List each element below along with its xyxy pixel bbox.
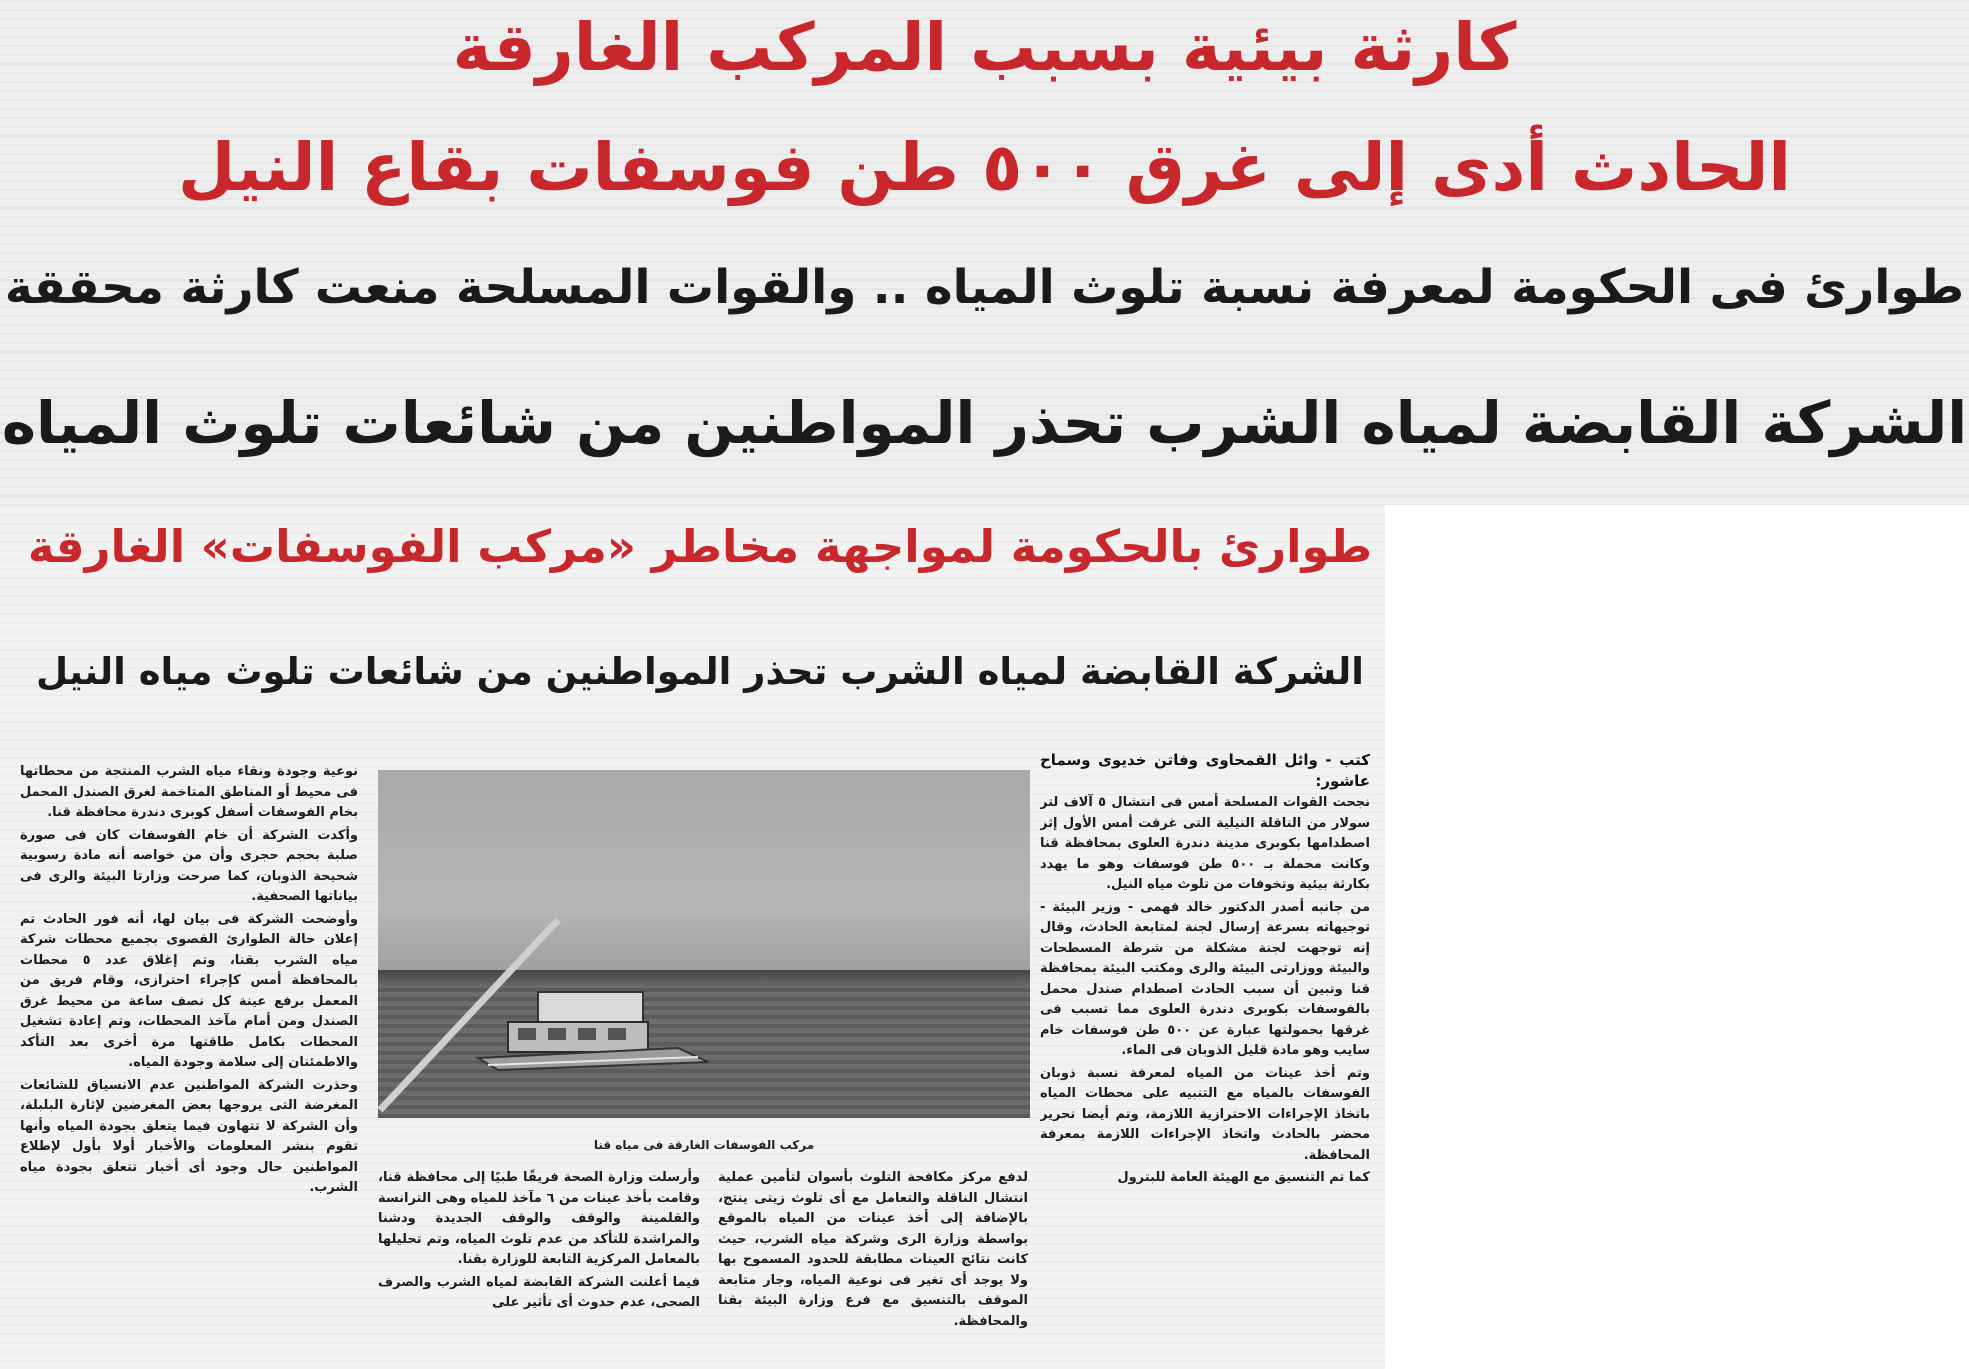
paragraph: وأكدت الشركة أن خام الفوسفات كان فى صورة صلبة بحجم حجرى وأن من خواصه أنه مادة رسوبية شحيحة الذوبان، كما صرحت وزارتا البيئة والرى فى بياناتها الصحفية. [20, 827, 358, 904]
article-column-left [20, 762, 358, 1362]
sunken-barge-illustration [378, 770, 1030, 1118]
article-column-middle-left [378, 1168, 700, 1362]
sunken-barge-photo [378, 770, 1030, 1118]
paragraph: كما تم التنسيق مع الهيئة العامة للبترول [1117, 1170, 1370, 1185]
headline-holding-company: الشركة القابضة لمياه الشرب تحذر المواطنين من شائعات تلوث المياه [1, 389, 1968, 457]
paragraph: وحذرت الشركة المواطنين عدم الانسياق للشائعات المغرضة التى يروجها بعض المغرضين لإثارة البلبلة، وأن الشركة لا تتهاون فيما يتعلق بجودة المياه وأنها تقوم بنشر المعلومات والأخبار أولا بأول لإطلاع المواطنين حال وجود أى أخبار تتعلق بجودة مياه الشرب. [20, 1077, 358, 1195]
article-column-right [1040, 750, 1370, 1362]
article-subheadline: الشركة القابضة لمياه الشرب تحذر المواطنين من شائعات تلوث مياه النيل [36, 650, 1364, 693]
headline-main: كارثة بيئية بسبب المركب الغارقة [452, 9, 1517, 86]
article-headline: طوارئ بالحكومة لمواجهة مخاطر «مركب الفوسفات» الغارقة [27, 520, 1373, 573]
paragraph: نجحت القوات المسلحة أمس فى انتشال ٥ آلاف لتر سولار من الناقلة النيلية التى غرقت أمس الأول إثر اصطدامها بكوبرى مدينة دندرة العلوى بمحافظة قنا وكانت محملة بـ ٥٠٠ طن فوسفات وهو ما يهدد بكارثة بيئية وتخوفات من تلوث مياه النيل. [1040, 795, 1370, 892]
paragraph: لدفع مركز مكافحة التلوث بأسوان لتأمين عملية انتشال الناقلة والتعامل مع أى تلوث زيتى ينتج، بالإضافة إلى أخذ عينات من المياه بالموقع بواسطة وزارة الرى وشركة مياه الشرب، حيث كانت نتائج العينات مطابقة للحدود المسموح بها ولا يوجد أى تغير فى نوعية المياه، وجار متابعة الموقف بالتنسيق مع فرع وزارة البيئة بقنا والمحافظة. [718, 1170, 1028, 1329]
paragraph: وأوضحت الشركة فى بيان لها، أنه فور الحادث تم إعلان حالة الطوارئ القصوى بجميع محطات شركة مياه الشرب بقنا، وتم إغلاق عدد ٥ محطات بالمحافظة أمس كإجراء احترازى، وقام فريق من المعمل برفع عينة كل نصف ساعة من محيط غرق الصندل ومن أمام مآخذ المحطات، وتم إعادة تشغيل المحطات بكامل طاقتها مرة أخرى بعد التأكد والاطمئنان إلى سلامة وجودة المياه. [20, 911, 358, 1070]
paragraph: فيما أعلنت الشركة القابضة لمياه الشرب والصرف الصحى، عدم حدوث أى تأثير على [378, 1274, 700, 1310]
paragraph: من جانبه أصدر الدكتور خالد فهمى - وزير البيئة - توجيهاته بسرعة إرسال لجنة لمتابعة الحادث، وقال إنه توجهت لجنة مشكلة من شرطة المسطحات والبيئة ووزارتى البيئة والرى ومكتب البيئة بمحافظة قنا وتبين أن سبب الحادث اصطدام صندل محمل بالفوسفات بكوبرى دندرة العلوى مما تسبب فى غرقها بحمولتها عبارة عن ٥٠٠ طن فوسفات خام سايب وهو مادة قليل الذوبان فى الماء. [1040, 899, 1370, 1058]
photo-caption: مركب الفوسفات الغارقة فى مياه قنا [593, 1138, 815, 1152]
headline-sub: الحادث أدى إلى غرق ٥٠٠ طن فوسفات بقاع النيل [178, 129, 1791, 206]
paragraph: نوعية وجودة ونقاء مياه الشرب المنتجة من محطاتها فى محيط أو المناطق المتاخمة لغرق الصندل المحمل بخام الفوسفات أسفل كوبرى دندرة محافظة قنا. [20, 764, 358, 820]
paragraph: وأرسلت وزارة الصحة فريقًا طبيًا إلى محافظة قنا، وقامت بأخذ عينات من ٦ مآخذ للمياه وهى الترانسة والقلمينة والوقف والوقف الجديدة ودشنا والمراشدة للتأكد من عدم تلوث المياه، وتم تحليلها بالمعامل المركزية التابعة للوزارة بقنا. [378, 1170, 700, 1267]
article-column-middle-right [718, 1168, 1028, 1362]
paragraph: وتم أخذ عينات من المياه لمعرفة نسبة ذوبان الفوسفات بالمياه مع التنبيه على محطات المياه باتخاذ الإجراءات الاحترازية اللازمة، وتم أيضا تحرير محضر بالحادث واتخاذ الإجراءات اللازمة بمعرفة المحافظة. [1040, 1065, 1370, 1163]
headline-emergency: طوارئ فى الحكومة لمعرفة نسبة تلوث المياه .. والقوات المسلحة منعت كارثة محققة [4, 260, 1965, 315]
article-byline: كتب - وائل القمحاوى وفاتن خديوى وسماح عاشور: [1040, 751, 1370, 790]
